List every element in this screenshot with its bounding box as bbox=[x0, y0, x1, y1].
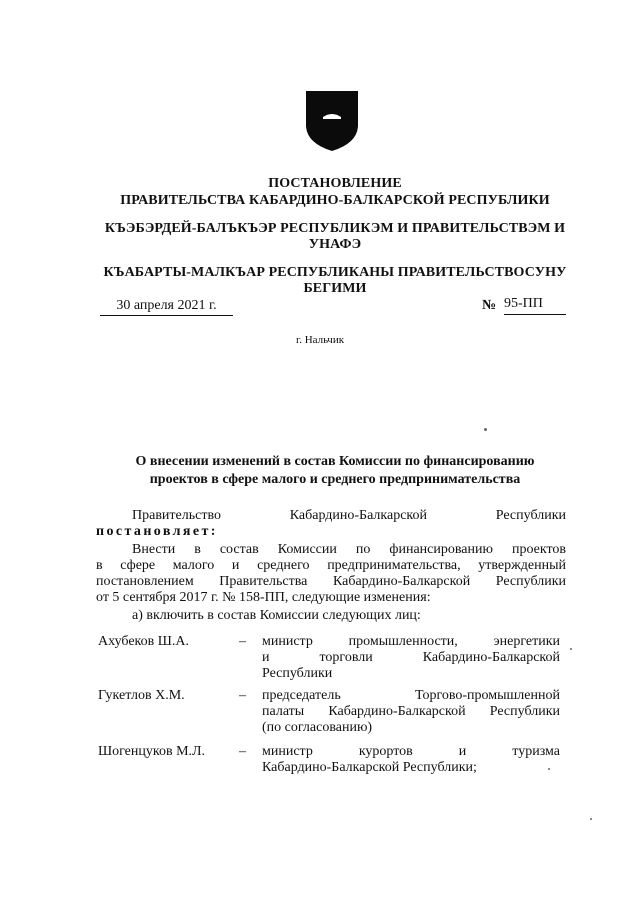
title-line: О внесении изменений в состав Комиссии по финансированию bbox=[135, 454, 535, 469]
preamble-line: Правительство Кабардино-Балкарской Республики bbox=[132, 508, 566, 523]
issuer-heading-kabardian-2: УНАФЭ bbox=[308, 237, 362, 252]
issuer-heading: ПРАВИТЕЛЬСТВА КАБАРДИНО-БАЛКАРСКОЙ РЕСПУБЛИКИ bbox=[120, 193, 550, 208]
member-dash: – bbox=[239, 744, 246, 759]
title-line: проектов в сфере малого и среднего предпринимательства bbox=[149, 472, 521, 487]
body-line: постановлением Правительства Кабардино-Балкарской Республики bbox=[96, 574, 566, 589]
issuer-heading-balkar-1: КЪАБАРТЫ-МАЛКЪАР РЕСПУБЛИКАНЫ ПРАВИТЕЛЬСТВОСУНУ bbox=[103, 265, 567, 280]
member-position bbox=[262, 634, 560, 682]
member-name: Гукетлов Х.М. bbox=[98, 688, 185, 703]
position-line: палаты Кабардино-Балкарской Республики bbox=[262, 704, 560, 719]
document-date: 30 апреля 2021 г. bbox=[100, 298, 233, 316]
scan-speck bbox=[590, 818, 592, 820]
issuer-heading-kabardian-1: КЪЭБЭРДЕЙ-БАЛЪКЪЭР РЕСПУБЛИКЭМ И ПРАВИТЕЛЬСТВЭМ И bbox=[104, 221, 566, 236]
issuer-heading-balkar-2: БЕГИМИ bbox=[303, 281, 367, 296]
position-line: Кабардино-Балкарской Республики; bbox=[262, 760, 477, 775]
position-line: и торговли Кабардино-Балкарской bbox=[262, 650, 560, 665]
body-line: Внести в состав Комиссии по финансированию проектов bbox=[132, 542, 566, 557]
decree-word: постановляет: bbox=[96, 524, 218, 539]
position-line: (по согласованию) bbox=[262, 720, 373, 735]
document-title bbox=[100, 453, 570, 489]
list-item-a: а) включить в состав Комиссии следующих лиц: bbox=[132, 608, 421, 623]
member-position bbox=[262, 688, 560, 736]
position-line: министр промышленности, энергетики bbox=[262, 634, 560, 649]
scan-speck bbox=[484, 428, 487, 431]
position-line: министр курортов и туризма bbox=[262, 744, 560, 759]
member-dash: – bbox=[239, 634, 246, 649]
body-line: от 5 сентября 2017 г. № 158-ПП, следующие изменения: bbox=[96, 590, 431, 605]
member-dash: – bbox=[239, 688, 246, 703]
state-emblem-icon bbox=[302, 91, 362, 151]
position-line: председатель Торгово-промышленной bbox=[262, 688, 560, 703]
document-number: 95-ПП bbox=[504, 296, 566, 315]
member-name: Шогенцуков М.Л. bbox=[98, 744, 206, 759]
scan-speck bbox=[548, 768, 550, 770]
member-name: Ахубеков Ш.А. bbox=[98, 634, 189, 649]
scan-speck bbox=[570, 648, 572, 650]
member-position bbox=[262, 744, 560, 776]
number-sign: № bbox=[482, 298, 497, 313]
position-line: Республики bbox=[262, 666, 333, 681]
city-label: г. Нальчик bbox=[295, 334, 345, 346]
body-line: в сфере малого и среднего предпринимательства, утвержденный bbox=[96, 558, 566, 573]
doc-type-heading: ПОСТАНОВЛЕНИЕ bbox=[268, 176, 402, 191]
